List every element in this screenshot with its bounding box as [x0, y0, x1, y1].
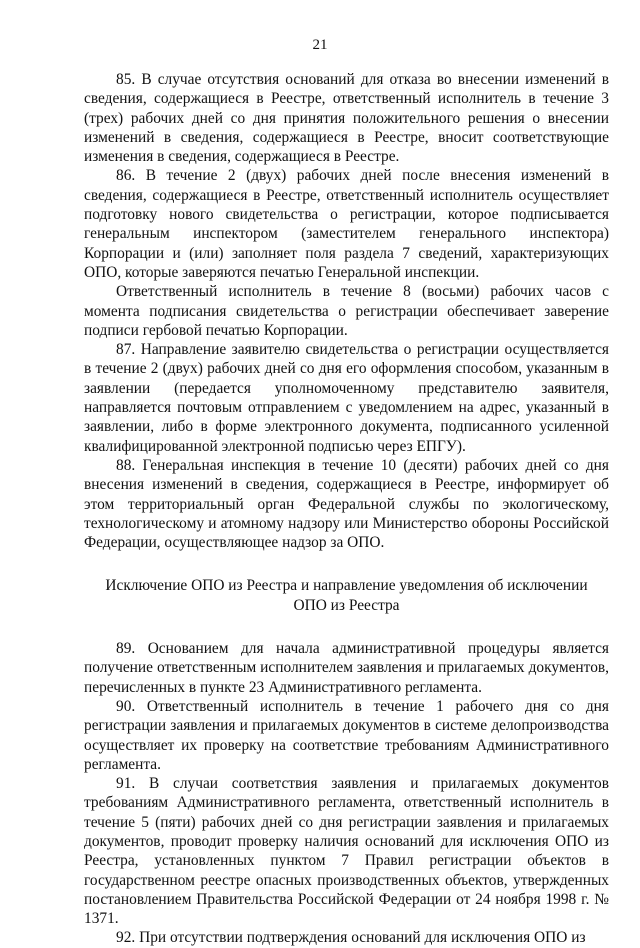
paragraph-86-continuation: Ответственный исполнитель в течение 8 (восьми) рабочих часов с момента подписания свидетельства о регистрации обеспечивает заверение подписи гербовой печатью Корпорации.	[84, 283, 609, 339]
paragraph-85: 85. В случае отсутствия оснований для отказа во внесении изменений в сведения, содержащиеся в Реестре, ответственный исполнитель в течение 3 (трех) рабочих дней со дня принятия положительного решения о внесении изменений в сведения, содержащиеся в Реестре, вносит соответствующие изменения в сведения, содержащиеся в Реестре.	[84, 71, 609, 166]
section-heading-line-1: Исключение ОПО из Реестра и направление уведомления об исключении	[105, 577, 588, 595]
document-body	[84, 70, 609, 948]
page-number: 21	[312, 37, 328, 53]
paragraph-86: 86. В течение 2 (двух) рабочих дней после внесения изменений в сведения, содержащиеся в Реестре, ответственный исполнитель осуществляет подготовку нового свидетельства о регистрации, которое подписывается генеральным инспектором (заместителем генерального инспектора) Корпорации и (или) заполняет поля раздела 7 сведений, характеризующих ОПО, которые заверяются печатью Генеральной инспекции.	[84, 167, 609, 281]
paragraph-89: 89. Основанием для начала административной процедуры является получение ответственным исполнителем заявления и прилагаемых документов, перечисленных в пункте 23 Административного регламента.	[84, 640, 609, 696]
paragraph-92: 92. При отсутствии подтверждения оснований для исключения ОПО из	[116, 929, 586, 947]
section-heading-line-2: ОПО из Реестра	[293, 596, 400, 614]
paragraph-88: 88. Генеральная инспекция в течение 10 (десяти) рабочих дней со дня внесения изменений в сведения, содержащиеся в Реестре, информирует об этом территориальный орган Федеральной службы по экологическому, технологическому и атомному надзору или Министерство обороны Российской Федерации, осуществляющее надзор за ОПО.	[84, 456, 609, 552]
section-heading	[84, 576, 609, 615]
paragraph-91: 91. В случаи соответствия заявления и прилагаемых документов требованиям Административного регламента, ответственный исполнитель в течение 5 (пяти) рабочих дней со дня регистрации заявления и прилагаемых документов, проводит проверку наличия оснований для исключения ОПО из Реестра, установленных пунктом 7 Правил регистрации объектов в государственном реестре опасных производственных объектов, утвержденных постановлением Правительства Российской Федерации от 24 ноября 1998 г. № 1371.	[84, 775, 609, 928]
paragraph-90: 90. Ответственный исполнитель в течение 1 рабочего дня со дня регистрации заявления и прилагаемых документов в системе делопроизводства осуществляет их проверку на соответствие требованиям Административного регламента.	[84, 697, 609, 773]
paragraph-87: 87. Направление заявителю свидетельства о регистрации осуществляется в течение 2 (двух) рабочих дней со дня его оформления способом, указанным в заявлении (передается уполномоченному представителю заявителя, направляется почтовым отправлением с уведомлением на адрес, указанный в заявлении, либо в форме электронного документа, подписанного усиленной квалифицированной электронной подписью через ЕПГУ).	[84, 341, 609, 455]
